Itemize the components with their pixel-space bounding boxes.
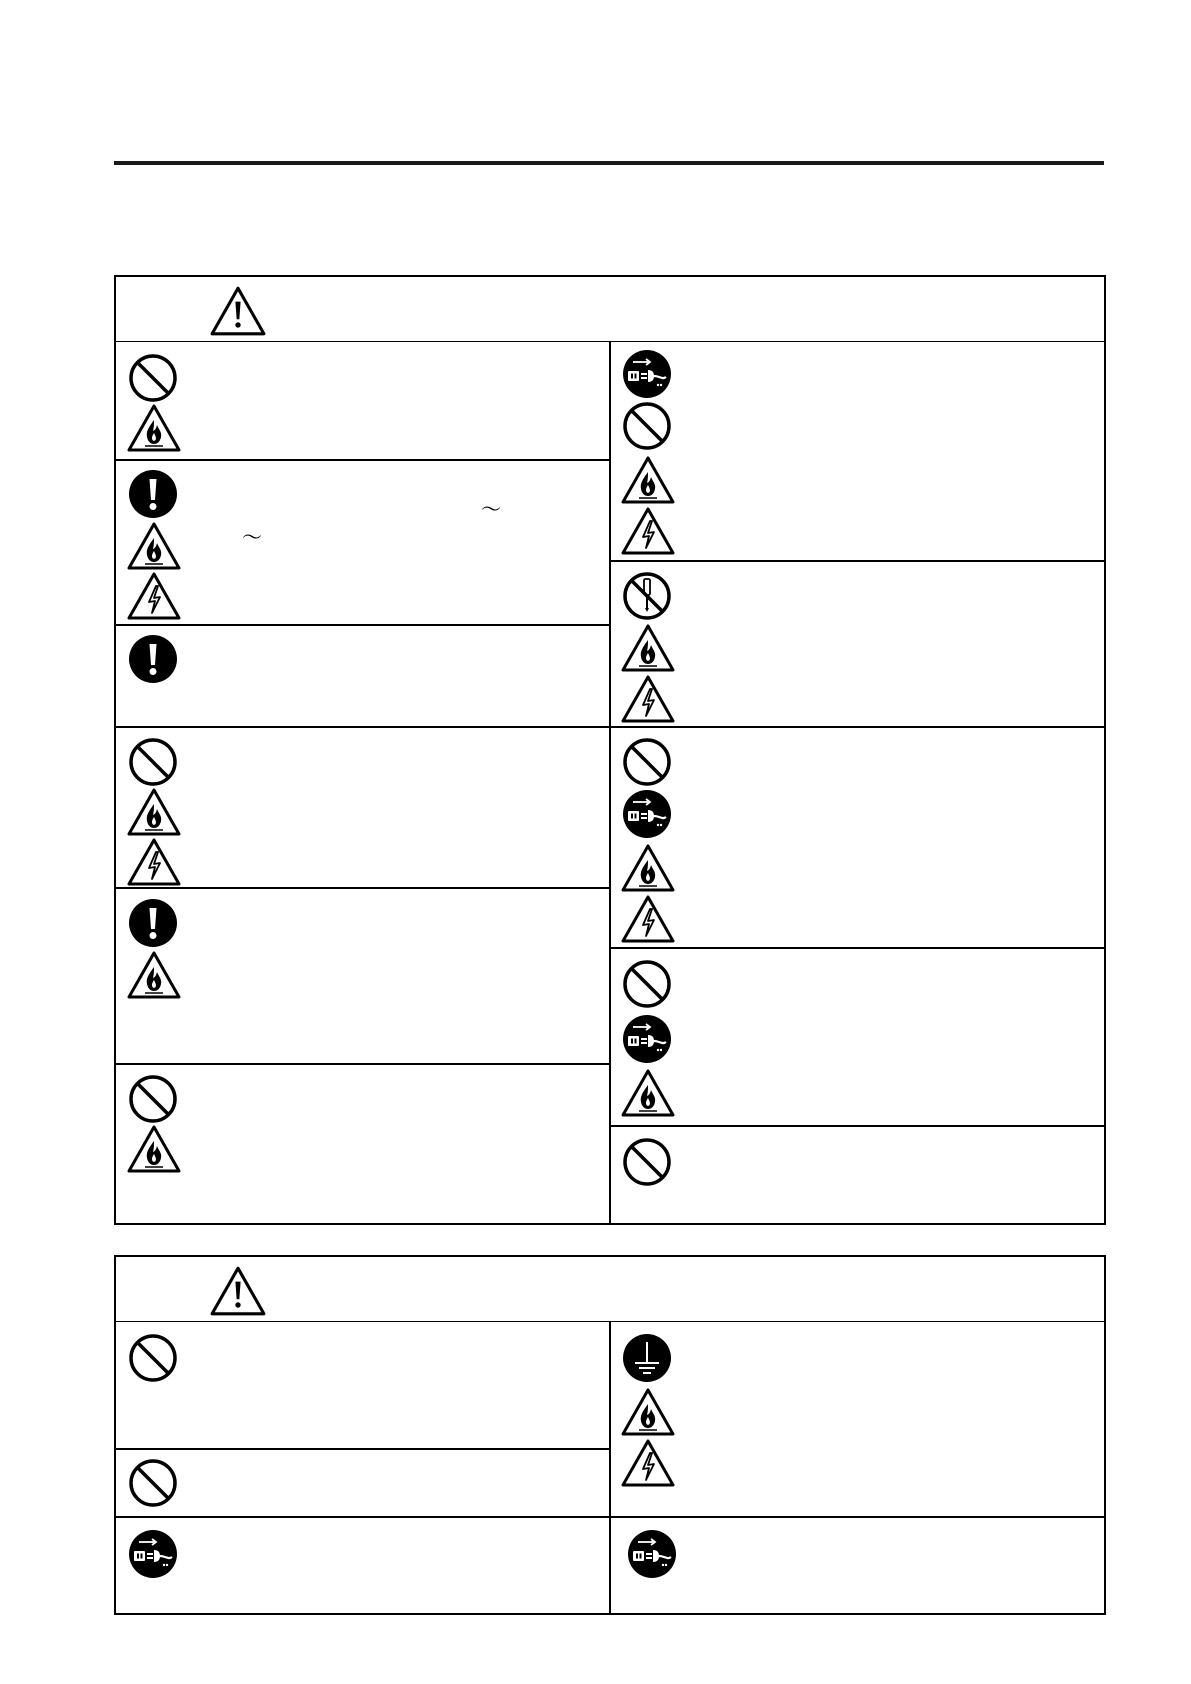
caution-section: [114, 1255, 1106, 1615]
prohibition-icon: [622, 959, 672, 1009]
cell-divider: [116, 726, 1104, 728]
unplug-icon: [622, 789, 672, 839]
caution-section-header: [116, 1257, 1104, 1322]
cell-divider: [609, 947, 1104, 949]
fire-hazard-icon: [620, 1387, 676, 1437]
electric-shock-icon: [126, 571, 182, 621]
cell-divider: [116, 459, 609, 461]
prohibition-icon: [622, 737, 672, 787]
electric-shock-icon: [620, 674, 676, 724]
fire-hazard-icon: [126, 1124, 182, 1174]
column-divider: [609, 1322, 611, 1613]
cell-divider: [116, 1448, 609, 1450]
fire-hazard-icon: [126, 521, 182, 571]
fire-hazard-icon: [126, 950, 182, 1000]
fire-hazard-icon: [620, 623, 676, 673]
electric-shock-icon: [620, 894, 676, 944]
prohibition-icon: [128, 1333, 178, 1383]
warning-triangle-icon: [209, 285, 267, 337]
warning-section: [114, 275, 1106, 1225]
unplug-icon: [627, 1529, 677, 1579]
tilde-glyph: ～: [242, 525, 262, 549]
unplug-icon: [622, 349, 672, 399]
fire-hazard-icon: [126, 787, 182, 837]
cell-divider: [116, 1063, 609, 1065]
unplug-icon: [622, 1014, 672, 1064]
fire-hazard-icon: [620, 1068, 676, 1118]
prohibition-icon: [128, 353, 178, 403]
fire-hazard-icon: [126, 403, 182, 453]
warning-triangle-icon: [209, 1265, 267, 1317]
prohibition-icon: [128, 1458, 178, 1508]
cell-divider: [609, 560, 1104, 562]
cell-divider: [116, 1516, 1104, 1518]
warning-section-header: [116, 277, 1104, 342]
no-disassembly-icon: [622, 571, 672, 621]
electric-shock-icon: [620, 1438, 676, 1488]
mandatory-action-icon: [128, 469, 178, 519]
tilde-glyph: ～: [481, 497, 501, 521]
electric-shock-icon: [126, 837, 182, 887]
cell-divider: [116, 624, 609, 626]
column-divider: [609, 342, 611, 1223]
prohibition-icon: [622, 1137, 672, 1187]
mandatory-action-icon: [128, 898, 178, 948]
fire-hazard-icon: [620, 455, 676, 505]
prohibition-icon: [128, 1074, 178, 1124]
prohibition-icon: [128, 737, 178, 787]
ground-connection-icon: [622, 1333, 672, 1383]
fire-hazard-icon: [620, 843, 676, 893]
top-rule: [114, 161, 1104, 165]
cell-divider: [116, 887, 609, 889]
cell-divider: [609, 1125, 1104, 1127]
unplug-icon: [128, 1529, 178, 1579]
prohibition-icon: [622, 401, 672, 451]
electric-shock-icon: [620, 506, 676, 556]
mandatory-action-icon: [128, 634, 178, 684]
